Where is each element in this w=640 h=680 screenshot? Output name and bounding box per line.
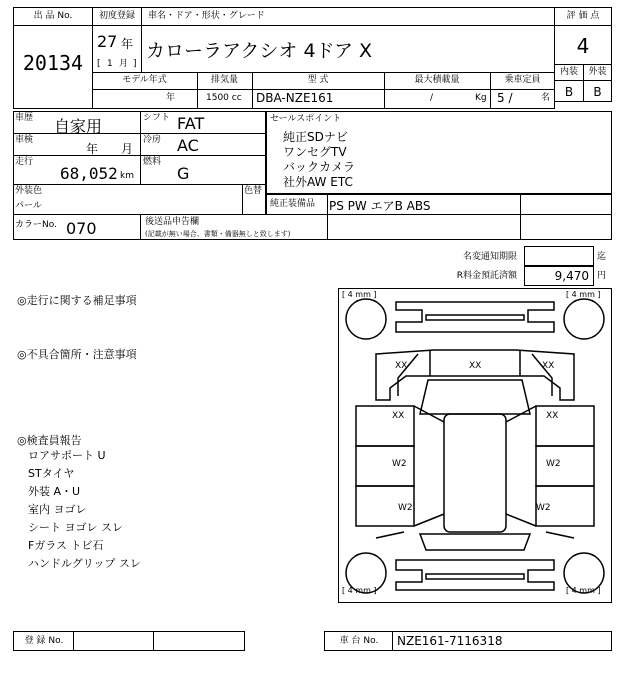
sales-point-3: バックカメラ bbox=[283, 160, 356, 174]
tire-top-left: [ 4 mm ] bbox=[342, 290, 377, 299]
interior-grade: B bbox=[564, 85, 574, 99]
mark-door-right: W2 bbox=[546, 459, 561, 469]
capacity-label: 乗車定員 bbox=[504, 75, 541, 85]
tire-bottom-right: [ 4 mm ] bbox=[566, 586, 601, 595]
lot-label: 出 品 No. bbox=[33, 11, 73, 21]
inspection-year: 年 bbox=[86, 142, 99, 156]
model-year-label: モデル年式 bbox=[122, 75, 167, 85]
car-name-label: 車名・ドア・形状・グレード bbox=[148, 11, 265, 21]
history-value: 自家用 bbox=[54, 117, 103, 136]
lot-number: 20134 bbox=[22, 51, 84, 75]
sales-point-4: 社外AW ETC bbox=[283, 175, 353, 189]
mark-rear-door-right: W2 bbox=[536, 503, 551, 513]
max-load-unit: Kg bbox=[475, 93, 487, 103]
mileage-value: 68,052 bbox=[60, 164, 118, 183]
inspection-month: 月 bbox=[121, 142, 134, 156]
defects-label: ◎不具合箇所・注意事項 bbox=[17, 348, 137, 361]
equipment-label: 純正装備品 bbox=[270, 199, 316, 209]
inspector-line-3: 外装 A・U bbox=[28, 485, 81, 498]
recycle-value: 9,470 bbox=[554, 269, 589, 283]
ac-value: AC bbox=[177, 136, 199, 155]
mark-door-left: W2 bbox=[392, 459, 407, 469]
tire-top-right: [ 4 mm ] bbox=[566, 290, 601, 299]
driving-notes-label: ◎走行に関する補足事項 bbox=[17, 294, 137, 307]
mark-front-left: XX bbox=[395, 361, 408, 371]
max-load-label: 最大積載量 bbox=[414, 75, 460, 85]
lot-number-cell bbox=[13, 25, 93, 109]
first-reg-label-cell bbox=[92, 7, 142, 26]
mark-rear-door-left: W2 bbox=[398, 503, 413, 513]
mark-front-right: XX bbox=[542, 361, 555, 371]
max-load-value: / bbox=[430, 93, 434, 103]
exterior-grade: B bbox=[593, 85, 602, 99]
inspector-line-4: 室内 ヨゴレ bbox=[28, 503, 87, 516]
inspector-line-5: シート ヨゴレ スレ bbox=[28, 521, 123, 534]
inspector-line-6: Fガラス トビ石 bbox=[28, 539, 104, 552]
car-diagram-drawing bbox=[338, 288, 612, 603]
chassis-value: NZE161-7116318 bbox=[397, 634, 503, 648]
mileage-unit: km bbox=[120, 171, 134, 181]
interior-grade-cell bbox=[554, 80, 584, 102]
reg-no-box bbox=[13, 631, 245, 651]
history-label: 車歴 bbox=[15, 113, 34, 123]
sales-point-2: ワンセグTV bbox=[283, 145, 347, 159]
interior-label-cell bbox=[554, 64, 584, 81]
inspector-label: ◎検査員報告 bbox=[17, 434, 82, 447]
year-value: 27 bbox=[97, 32, 118, 51]
mark-fender-left: XX bbox=[392, 411, 405, 421]
inspector-line-7: ハンドルグリップ スレ bbox=[28, 557, 141, 570]
chassis-box bbox=[324, 631, 612, 651]
displacement-label: 排気量 bbox=[210, 75, 238, 85]
reg-no-label: 登 録 No. bbox=[24, 636, 64, 646]
capacity-unit: 名 bbox=[541, 93, 551, 103]
month-value: 1 bbox=[107, 59, 113, 69]
chassis-label: 車 台 No. bbox=[339, 636, 379, 646]
color-value: パール bbox=[15, 201, 42, 211]
equipment-value: PS PW エアB ABS bbox=[329, 199, 431, 213]
ac-label: 冷房 bbox=[143, 135, 162, 145]
car-name: カローラアクシオ 4ドア X bbox=[146, 40, 373, 62]
score-label: 評 価 点 bbox=[566, 11, 600, 21]
docs-note: (記載が無い場合、書類・備器無しと致します) bbox=[145, 230, 291, 238]
recycle-box bbox=[524, 266, 594, 286]
name-change-box bbox=[524, 246, 594, 266]
year-unit: 年 bbox=[121, 37, 134, 51]
recolor-label: 色替 bbox=[244, 186, 263, 196]
name-change-unit: 迄 bbox=[597, 252, 607, 262]
tire-bottom-left: [ 4 mm ] bbox=[342, 586, 377, 595]
color-docs-row bbox=[13, 214, 612, 240]
car-name-cell bbox=[141, 25, 555, 73]
name-change-label: 名変通知期限 bbox=[462, 252, 517, 262]
inspector-line-1: ロアサポート U bbox=[28, 449, 106, 462]
lot-label-cell bbox=[13, 7, 93, 26]
exterior-label: 外装 bbox=[588, 67, 607, 77]
mileage-label: 走行 bbox=[15, 157, 34, 167]
recycle-unit: 円 bbox=[597, 271, 607, 281]
color-label: 外装色 bbox=[15, 186, 43, 196]
mark-front-center: XX bbox=[469, 361, 482, 371]
month-unit: 月 bbox=[119, 59, 129, 69]
score-cell bbox=[554, 25, 612, 65]
recycle-label: R料金預託済額 bbox=[456, 271, 517, 281]
equipment-box bbox=[266, 194, 612, 215]
shift-label: シフト bbox=[143, 113, 171, 123]
docs-label: 後送品申告欄 bbox=[145, 217, 200, 227]
mark-fender-right: XX bbox=[546, 411, 559, 421]
type-value: DBA-NZE161 bbox=[256, 91, 334, 105]
exterior-label-cell bbox=[583, 64, 612, 81]
sales-point-1: 純正SDナビ bbox=[283, 130, 348, 144]
color-no-value: 070 bbox=[66, 219, 97, 238]
score-value: 4 bbox=[576, 34, 590, 58]
sales-points-label: セールスポイント bbox=[270, 114, 342, 124]
inspector-line-2: STタイヤ bbox=[28, 467, 75, 480]
first-reg-cell: 27 年 [ 1 月 ] bbox=[92, 25, 142, 73]
color-no-label: カラーNo. bbox=[15, 220, 57, 230]
model-year-unit: 年 bbox=[166, 93, 176, 103]
first-reg-label: 初度登録 bbox=[98, 11, 135, 21]
fuel-label: 燃料 bbox=[143, 157, 162, 167]
score-label-cell bbox=[554, 7, 612, 26]
interior-label: 内装 bbox=[559, 67, 578, 77]
displacement-value: 1500 cc bbox=[206, 93, 242, 103]
inspection-label: 車検 bbox=[15, 135, 34, 145]
fuel-value: G bbox=[177, 164, 190, 183]
shift-value: FAT bbox=[177, 114, 205, 133]
sales-points-box bbox=[266, 111, 612, 194]
car-name-label-cell bbox=[141, 7, 555, 26]
type-label: 型 式 bbox=[307, 75, 329, 85]
capacity-value: 5 / bbox=[497, 91, 513, 105]
exterior-grade-cell bbox=[583, 80, 612, 102]
